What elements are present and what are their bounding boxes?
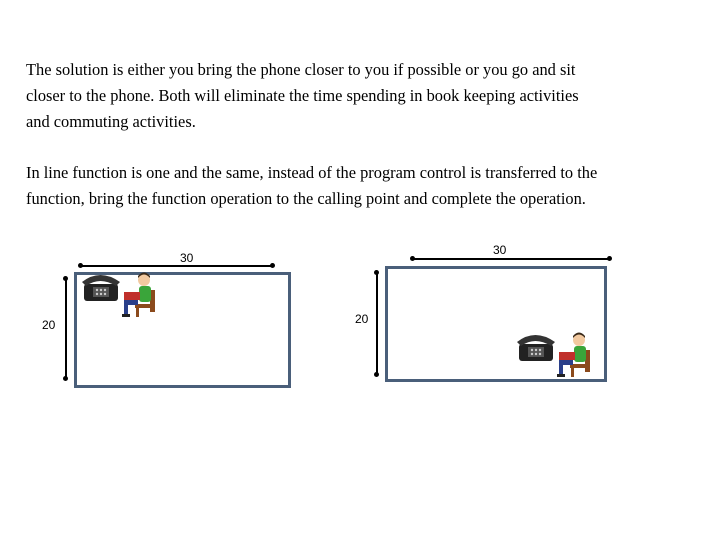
left-width-dimension-end: [78, 263, 83, 268]
right-width-dimension-line: [412, 258, 610, 260]
person-reading-icon: [122, 273, 155, 318]
inline-function-paragraph: In line function is one and the same, instead of the program control is transferred to the function, bring the function operation to the calling point and complete the operation.: [26, 163, 598, 208]
person-reading-icon: [557, 333, 590, 378]
right-width-dimension-end: [410, 256, 415, 261]
left-width-label: 30: [180, 251, 194, 265]
left-phone-and-person: [80, 270, 165, 318]
right-height-dimension-line: [376, 272, 378, 375]
right-height-dimension-end: [374, 270, 379, 275]
right-height-label: 20: [355, 312, 369, 326]
right-width-dimension-end: [607, 256, 612, 261]
left-height-dimension-line: [65, 278, 67, 379]
left-height-dimension-end: [63, 276, 68, 281]
left-width-dimension-line: [80, 265, 273, 267]
left-height-label: 20: [42, 318, 56, 332]
left-height-dimension-end: [63, 376, 68, 381]
telephone-icon: [517, 335, 555, 361]
right-phone-and-person: [515, 330, 600, 378]
solution-paragraph: The solution is either you bring the phone closer to you if possible or you go and sit closer to the phone. Both will eliminate the time spending in book keeping activities and commuting activities.: [26, 60, 579, 131]
left-width-dimension-end: [270, 263, 275, 268]
telephone-icon: [82, 275, 120, 301]
right-height-dimension-end: [374, 372, 379, 377]
right-width-label: 30: [493, 243, 507, 257]
